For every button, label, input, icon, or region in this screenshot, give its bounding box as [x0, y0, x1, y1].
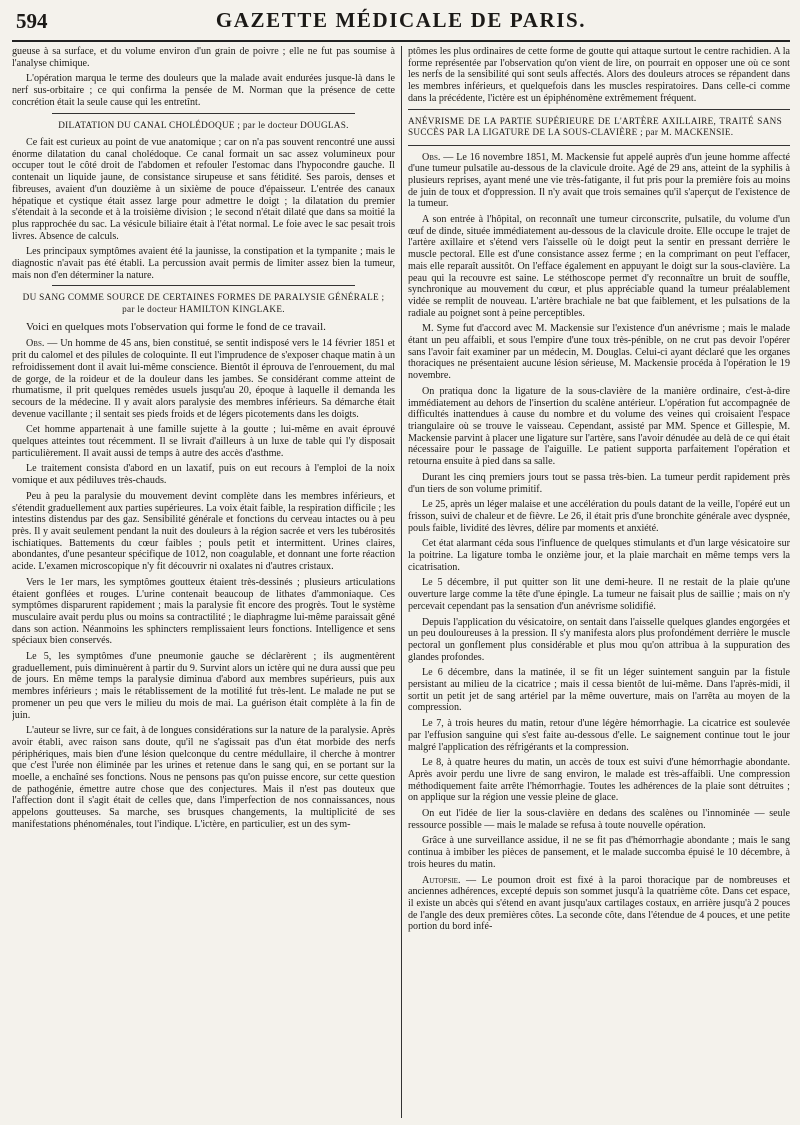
- obs-label: Obs.: [26, 338, 45, 350]
- article-columns: [12, 46, 790, 1118]
- section-divider: [52, 285, 355, 286]
- paragraph: On pratiqua donc la ligature de la sous-clavière de la manière ordinaire, c'est-à-dire immédiatement au dehors de l'insertion du scalène antérieur. L'opération fut accompagnée de difficultés inattendues à cause du nombre et du volume des veines qui croisaient l'espace triangulaire où se trouve le vaisseau. Cependant, assisté par MM. Spence et Gillespie, M. Mackensie parvint à placer une ligature sur l'artère, sans l'avoir dénudée au delà de ce qui était nécessaire pour le passage de l'aiguille. Le patient supporta parfaitement l'opération et retourna ensuite à pied dans sa salle.: [408, 385, 790, 468]
- obs-text: — Le 16 novembre 1851, M. Mackensie fut appelé auprès d'un jeune homme affecté d'une tumeur pulsatile au-dessous de la clavicule droite. Agé de 29 ans, atteint de la syphilis à plusieurs reprises, ayant mené une vie très-fatigante, il fut pris pour la première fois au moins de juin de toux et d'oppression. Il n'y avait que trois semaines qu'il s'aperçut de l'existence de la tumeur.: [408, 151, 790, 210]
- paragraph: M. Syme fut d'accord avec M. Mackensie sur l'existence d'un anévrisme ; mais le malade étant un peu affaibli, et sous l'empire d'une toux très-pénible, on ne crut pas devoir l'opérer sans l'avoir fait examiner par un médecin, M. Douglas. Celui-ci ayant déclaré que les organes thoraciques ne présentaient aucune lésion sérieuse, M. Mackensie procéda à l'opération le 19 novembre.: [408, 323, 790, 382]
- paragraph: L'opération marqua le terme des douleurs que la malade avait endurées jusque-là dans le nerf sus-orbitaire ; ce qui confirma la pensée de M. Norman que la présence de cette concrétion était la seule cause qui les entretînt.: [12, 73, 395, 108]
- obs-label: Obs.: [422, 151, 441, 163]
- paragraph: Durant les cinq premiers jours tout se passa très-bien. La tumeur perdit rapidement près d'un tiers de son volume primitif.: [408, 471, 790, 495]
- paragraph: Cet état alarmant céda sous l'influence de quelques stimulants et d'un large vésicatoire sur la poitrine. La ligature tomba le onzième jour, et la plaie marchait en même temps vers la cicatrisation.: [408, 538, 790, 573]
- paragraph: gueuse à sa surface, et du volume environ d'un grain de poivre ; elle ne fut pas soumise à l'analyse chimique.: [12, 46, 395, 69]
- paragraph: Peu à peu la paralysie du mouvement devint complète dans les membres inférieurs, et s'étendit graduellement aux parties supérieures. La voix était faible, la respiration difficile ; les intestins distendus par des gaz. Sensibilité générale et fonctions du cerveau intactes ou à peu près. Il y avait seulement pendant la nuit des douleurs à la région sacrée et vers les tubérosités ischiatiques. Battements du cœur faibles ; pouls petit et intermittent. Urines claires, abondantes, d'une pesanteur spécifique de 1012, non coagulable, et donnant une forte réaction acide. L'examen microscopique n'y fit découvrir ni oxalates ni d'autres cristaux.: [12, 490, 395, 573]
- section-heading-douglas: DILATATION DU CANAL CHOLÉDOQUE ; par le docteur DOUGLAS.: [58, 119, 349, 130]
- section-divider: [52, 113, 355, 114]
- obs-text: — Un homme de 45 ans, bien constitué, se sentit indisposé vers le 14 février 1851 et prit du calomel et des pilules de coloquinte. Il eut l'imprudence de s'exposer chaque matin à un refroidissement dont il avait lui-même conscience. Bientôt il éprouva de l'enrouement, du mal de gorge, de la roideur et de la douleur dans les jambes. Se considérant comme atteint de rhumatisme, il prit quelques remèdes usuels jusqu'au 20, époque à laquelle il demanda les secours de la médecine. Il y avait alors paralysie des membres inférieurs. Sa démarche était devenue vacillante ; il sentait ses pieds froids et de légers picotements dans les doigts.: [12, 338, 395, 420]
- autopsie-text: — Le poumon droit est fixé à la paroi thoracique par de nombreuses et anciennes adhérences, excepté depuis son sommet jusqu'à la quatrième côte. Dans cet espace, il existe un abcès qui s'étend en avant jusqu'aux cartilages costaux, en arrière jusqu'à 2 pouces de l'angle des deux premières côtes. La seconde côte, dans l'étendue de 4 pouces, et une petite portion du bord infé-: [408, 874, 790, 933]
- paragraph: Le traitement consista d'abord en un laxatif, puis on eut recours à l'emploi de la noix vomique et aux pédiluves très-chauds.: [12, 463, 395, 487]
- paragraph: Le 5 décembre, il put quitter son lit une demi-heure. Il ne restait de la plaie qu'une ouverture large comme la tête d'une épingle. La tumeur ne faisait plus de saillie ; mais on n'y percevait cependant pas la sensation d'un anévrisme solidifié.: [408, 577, 790, 612]
- paragraph: L'auteur se livre, sur ce fait, à de longues considérations sur la nature de la paralysie. Après avoir établi, avec raison sans doute, qu'il ne s'agissait pas d'un état morbide des nerfs périphériques, mais bien d'une lésion quelconque du centre médullaire, il cherche à montrer que c'est l'urée non éliminée par les urines et retenue dans le sang qui, en se portant sur la moelle, a enchaîné ses fonctions. Nous ne pensons pas qu'on puisse encore, sur cette question de pathogénie, émettre autre chose que des conjectures. Mais il n'est pas douteux que l'affection dont il s'agit était de celles que, dans l'imperfection de nos connaissances, nous appelons goutteuses. Sa marche, ses brusques changements, la multiplicité de ses manifestations phénoménales, tout l'indique. L'ictère, en particulier, est un des sym-: [12, 725, 395, 830]
- observation-paragraph: [12, 338, 395, 420]
- paragraph: Vers le 1er mars, les symptômes goutteux étaient très-dessinés ; plusieurs articulations étaient gonflées et rouges. L'urine contenait beaucoup de lithates d'ammoniaque. Ces symptômes disparurent rapidement ; mais la paralysie fit encore des progrès. Tout le système musculaire avait perdu plus ou moins sa contractilité ; le diaphragme lui-même paraissait gêné dans son action. Néanmoins les sphincters remplissaient leurs fonctions. Intelligence et sens spéciaux bien conservés.: [12, 576, 395, 647]
- journal-title: GAZETTE MÉDICALE DE PARIS.: [215, 8, 587, 32]
- paragraph: Le 8, à quatre heures du matin, un accès de toux est suivi d'une hémorrhagie abondante. Après avoir perdu une livre de sang environ, le malade est très-affaibli. Une compression méthodiquement faite arrête l'hémorrhagie. Toutes les adhérences de la plaie sont détruites ; on applique sur la région une vessie pleine de glace.: [408, 757, 790, 804]
- paragraph: Le 6 décembre, dans la matinée, il se fit un léger suintement sanguin par la fistule persistant au milieu de la cicatrice ; mais il cessa bientôt de lui-même. Dans l'après-midi, il sortit un petit jet de sang artériel par la même ouverture, mais on l'arrêta au moyen de la compression.: [408, 667, 790, 714]
- section-divider: [408, 145, 790, 146]
- paragraph: On eut l'idée de lier la sous-clavière en dedans des scalènes ou l'innominée — seule ressource possible — mais le malade se refusa à toute nouvelle opération.: [408, 808, 790, 831]
- paragraph: Le 25, après un léger malaise et une accélération du pouls datant de la veille, l'opéré eut un frisson, suivi de chaleur et de fièvre. Le 26, il était pris d'une bronchite générale avec dyspnée, pouls faible, lividité des lèvres, délire par moments et anxiété.: [408, 499, 790, 534]
- page-header: [12, 0, 790, 42]
- intro-paragraph: Voici en quelques mots l'observation qui forme le fond de ce travail.: [26, 321, 326, 334]
- paragraph: Le 5, les symptômes d'une pneumonie gauche se déclarèrent ; ils augmentèrent graduellement, puis diminuèrent à partir du 9. Survint alors un ictère qui ne dura aussi que peu de jours. En même temps la paralysie diminua d'abord aux membres supérieurs, puis aux membres inférieurs ; mais le rétablissement de la motilité fut très-lent. Le malade ne put se promener un peu que vers le milieu du mois de mai. La guérison était complète à la fin de juin.: [12, 651, 395, 721]
- paragraph: Le 7, à trois heures du matin, retour d'une légère hémorrhagie. La cicatrice est soulevée par l'effusion sanguine qui s'est faite au-dessous d'elle. Le saignement continue tout le jour malgré l'application des réfrigérants et la compression.: [408, 718, 790, 753]
- autopsie-paragraph: [408, 875, 790, 934]
- section-heading-kinglake: DU SANG COMME SOURCE DE CERTAINES FORMES DE PARALYSIE GÉNÉRALE ; par le docteur HAMILTON KINGLAKE.: [22, 292, 385, 314]
- autopsie-label: Autopsie.: [422, 874, 461, 886]
- right-column: [401, 46, 790, 1118]
- paragraph: ptômes les plus ordinaires de cette forme de goutte qui attaque surtout le centre rachidien. A la forme représentée par l'observation qu'on vient de lire, on pourrait en opposer une où ce sont les nerfs de la sensibilité qui sont seuls affectés. Alors des douleurs atroces se répandent dans les membres inférieurs, et quelquefois dans les muscles respiratoires. Dans celle-ci comme dans la précédente, l'ictère est un épiphénomène extrêmement fréquent.: [408, 46, 790, 104]
- paragraph: Les principaux symptômes avaient été la jaunisse, la constipation et la tympanite ; mais le diagnostic n'avait pas été établi. La percussion avait permis de limiter assez bien la tumeur, mais non d'en déterminer la nature.: [12, 246, 395, 281]
- paragraph: Grâce à une surveillance assidue, il ne se fit pas d'hémorrhagie abondante ; mais le sang continua à imbiber les pièces de pansement, et le malade succomba épuisé le 10 décembre, à trois heures du matin.: [408, 835, 790, 870]
- paragraph: Cet homme appartenait à une famille sujette à la goutte ; lui-même en avait éprouvé quelques atteintes tout récemment. Il se livrait d'ailleurs à un luxe de table qui l'y disposait particulièrement. Il avait aussi de temps à autre des accès d'asthme.: [12, 424, 395, 459]
- paragraph: A son entrée à l'hôpital, on reconnaît une tumeur circonscrite, pulsatile, du volume d'un œuf de dinde, située immédiatement au-dessous de la clavicule droite. Elle occupe le trajet de l'artère axillaire et s'étend vers l'aisselle où le doigt peut la sentir en pressant derrière le muscle pectoral. Elle est d'une consistance assez ferme ; en la comprimant on peut l'effacer, mais elle reparaît aussitôt. On l'efface également en appuyant le doigt sur la sous-clavière. La peau qui la recouvre est saine. Le stéthoscope permet d'y reconnaître un bruit de souffle, synchronique au mouvement du cœur, et plus appréciable quand la tumeur préalablement vidée se remplit de nouveau. L'artère brachiale ne bat que faiblement, et les pulsations de la radiale au poignet sont à peine perceptibles.: [408, 214, 790, 319]
- section-divider: [408, 109, 790, 110]
- section-heading-mackensie: ANÉVRISME DE LA PARTIE SUPÉRIEURE DE L'ARTÈRE AXILLAIRE, TRAITÉ SANS SUCCÈS PAR LA LIGATURE DE LA SOUS-CLAVIÈRE ; par M. MACKENSIE.: [408, 115, 782, 138]
- paragraph: Depuis l'application du vésicatoire, on sentait dans l'aisselle quelques glandes engorgées et un peu douloureuses à la pression. Il s'y manifesta alors plus profondément derrière le muscle pectoral un gonflement plus considérable et plus mou qu'on attribua à la suppuration des glandes profondes.: [408, 616, 790, 663]
- paragraph: Ce fait est curieux au point de vue anatomique ; car on n'a pas souvent rencontré une aussi énorme dilatation du canal cholédoque. Ce canal formait un sac assez volumineux pour occuper tout le côté droit de l'abdomen et refouler l'estomac dans l'hypocondre gauche. Il contenait un liquide jaune, de consistance sirupeuse et sans fétidité. Ses parois, denses et fibreuses, avaient d'un douzième à un sixième de pouce d'épaisseur. L'entrée des canaux hépatique et cystique était assez large pour admettre le doigt ; la dilatation du premier s'étendait à la seconde et à la troisième division ; le second n'était dilaté que dans sa moitié la plus rapprochée du sac. La vésicule biliaire était à l'état normal. Le foie avec le sac pesait trois livres. Absence de calculs.: [12, 137, 395, 242]
- left-column: [12, 46, 401, 1118]
- page-number: 594: [16, 9, 48, 33]
- observation-paragraph: [408, 152, 790, 211]
